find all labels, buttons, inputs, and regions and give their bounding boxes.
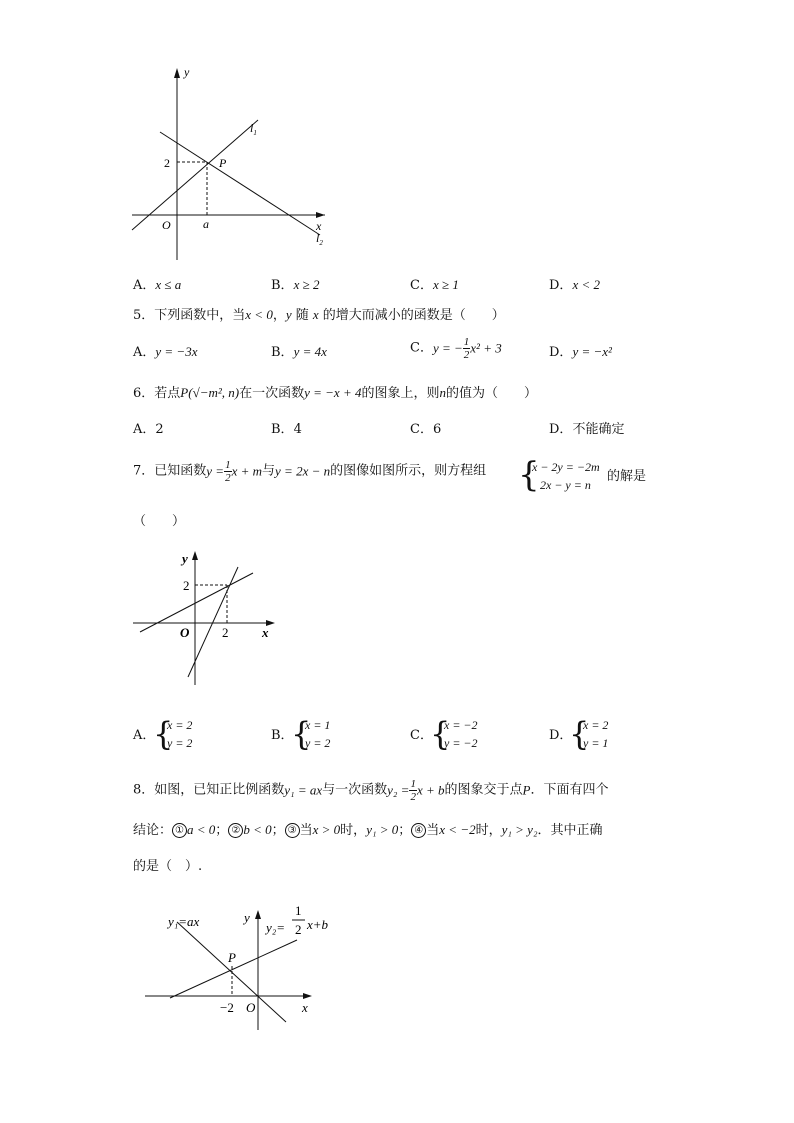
l2-label: $l_2$ <box>316 231 323 247</box>
x-value-2: 2 <box>222 625 229 640</box>
y2-fraction-num: 1 <box>295 903 302 918</box>
y-axis-arrow <box>174 68 180 78</box>
line-l2 <box>160 132 320 235</box>
x-axis-label: x <box>302 1000 308 1015</box>
q5-option-d[interactable]: D．y = −x² <box>549 344 612 360</box>
x-axis-label: x <box>316 219 322 233</box>
q7-stem: 7．已知函数y = $\frac{1}{2}$ x + m与y = 2x − n的图像如图所示，则方程组 <box>133 459 487 484</box>
x-axis-arrow <box>316 212 325 218</box>
q8-stem-line3: 的是（ ）. <box>133 859 203 874</box>
q4-option-a[interactable]: A．x ≤ a <box>133 277 182 293</box>
y-value-2: 2 <box>183 578 190 593</box>
q6-stem: 6．若点P(√−m², n)在一次函数y = −x + 4的图象上，则n的值为（ ） <box>133 385 537 401</box>
y2-line-label-suffix: x+b <box>307 917 329 932</box>
line-y2 <box>170 940 297 998</box>
y2-fraction-den: 2 <box>295 922 302 937</box>
figure-q7-graph <box>125 545 285 690</box>
q8-stem-line2: 结论： ① a < 0； ② b < 0； ③ 当x > 0时，y₁ > 0； ④ 当x < −2时，y₁ > y₂．其中正确 <box>133 822 603 838</box>
point-p-label: P <box>228 950 236 965</box>
q4-option-d[interactable]: D．x < 2 <box>549 277 600 293</box>
q6-option-b[interactable]: B．4 <box>271 422 302 437</box>
figure-q8-graph <box>140 900 350 1035</box>
q6-option-d[interactable]: D．不能确定 <box>549 422 625 437</box>
x-axis-label: x <box>262 625 269 640</box>
point-p-label: P <box>219 156 227 170</box>
q4-option-b[interactable]: B．x ≥ 2 <box>271 277 320 293</box>
x-value-neg2: −2 <box>220 1000 234 1015</box>
q7-answer-paren: （ ） <box>133 514 186 529</box>
y-value-2: 2 <box>164 156 170 170</box>
figure-q4-graph <box>120 60 340 260</box>
q7-option-d[interactable]: D． { x = 2 y = 1 <box>549 715 609 753</box>
y-axis-label: y <box>182 551 188 566</box>
q4-option-c[interactable]: C．x ≥ 1 <box>410 277 459 293</box>
q5-stem: 5．下列函数中，当x < 0，y 随 x 的增大而减小的函数是（ ） <box>133 307 505 323</box>
origin-label: O <box>180 625 190 640</box>
q8-stem-line1: 8．如图，已知正比例函数y₁ = ax与一次函数y₂ = $\frac{1}{2}$ x + b的图象交于点P．下面有四个 <box>133 778 609 803</box>
origin-label: O <box>246 1000 256 1015</box>
q7-stem-end: 的解是 <box>607 469 647 484</box>
origin-label: O <box>162 218 171 232</box>
y-axis-label: y <box>244 910 250 925</box>
y1-line-label: y₁=ax <box>168 914 200 929</box>
x-value-a: a <box>203 217 209 231</box>
q7-option-a[interactable]: A． { x = 2 y = 2 <box>133 715 193 753</box>
q6-option-a[interactable]: A．2 <box>133 422 164 437</box>
q7-option-b[interactable]: B． { x = 1 y = 2 <box>271 715 331 753</box>
q5-option-a[interactable]: A．y = −3x <box>133 344 198 360</box>
q6-option-c[interactable]: C．6 <box>410 422 442 437</box>
y2-line-label-prefix: y₂= <box>266 920 286 935</box>
y-axis-arrow <box>255 910 261 919</box>
y-axis-label: y <box>184 65 190 79</box>
q7-option-c[interactable]: C． { x = −2 y = −2 <box>410 715 478 753</box>
x-axis-arrow <box>303 993 312 999</box>
q7-system-brace: { <box>518 455 540 495</box>
l1-label: $l_1$ <box>250 121 257 137</box>
line-l1 <box>132 120 258 230</box>
y-axis-arrow <box>192 551 198 560</box>
q7-equation-system: x − 2y = −2m 2x − y = n <box>532 460 600 492</box>
q5-option-c[interactable]: C．y = − $\frac{1}{2}$ x² + 3 <box>410 336 502 361</box>
q5-option-b[interactable]: B．y = 4x <box>271 344 327 360</box>
